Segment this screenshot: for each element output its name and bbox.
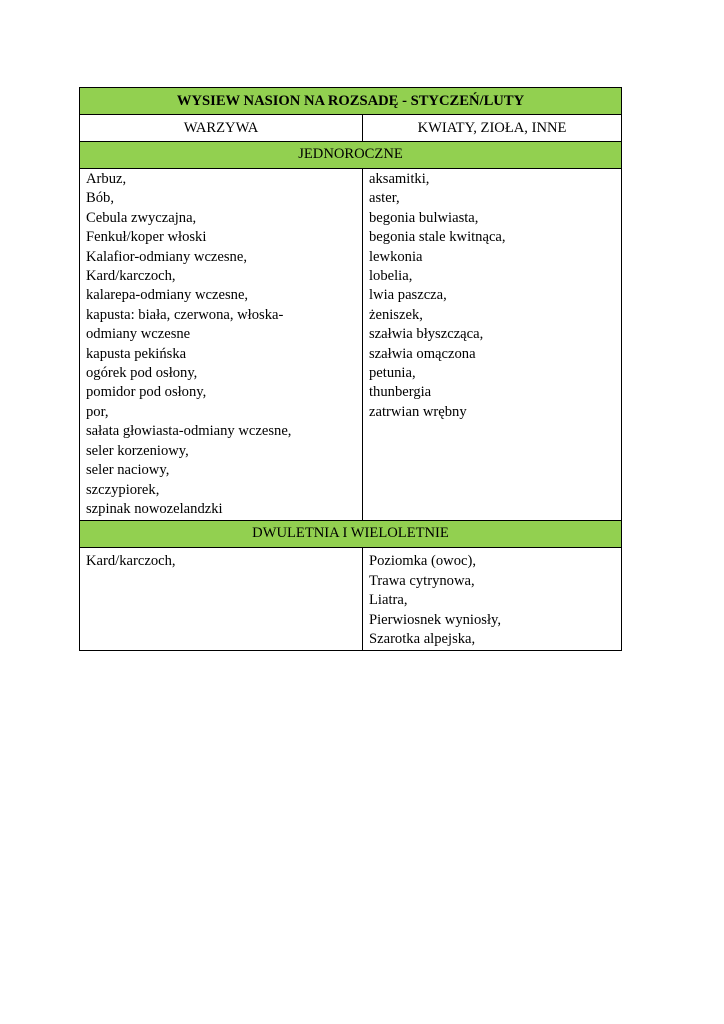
list-item: Poziomka (owoc),	[369, 553, 476, 570]
list-item: aster,	[369, 190, 400, 207]
list-item: szpinak nowozelandzki	[86, 500, 223, 517]
list-item: seler korzeniowy,	[86, 442, 189, 459]
list-item: seler naciowy,	[86, 462, 170, 479]
perennial-flowers-list	[363, 548, 622, 651]
section-content-row	[80, 548, 622, 651]
list-item: zatrwian wrębny	[369, 403, 467, 420]
table-title: WYSIEW NASION NA ROZSADĘ - STYCZEŃ/LUTY	[80, 88, 622, 115]
list-item: begonia bulwiasta,	[369, 209, 479, 226]
section-header-perennial: DWULETNIA I WIELOLETNIE	[80, 521, 622, 548]
annual-flowers-list	[363, 169, 622, 521]
list-item: szczypiorek,	[86, 481, 160, 498]
list-item: aksamitki,	[369, 171, 430, 187]
list-item: Kard/karczoch,	[86, 553, 176, 570]
list-item: Szarotka alpejska,	[369, 630, 476, 647]
list-item: por,	[86, 403, 109, 420]
column-header-flowers-herbs: KWIATY, ZIOŁA, INNE	[363, 115, 622, 142]
section-header-row	[80, 521, 622, 548]
section-header-annual: JEDNOROCZNE	[80, 142, 622, 169]
annual-vegetables-list	[80, 169, 363, 521]
section-header-row	[80, 142, 622, 169]
list-item: lewkonia	[369, 248, 423, 265]
list-item: Kalafior-odmiany wczesne,	[86, 248, 247, 265]
list-item: szałwia omączona	[369, 345, 476, 362]
column-header-row	[80, 115, 622, 142]
sowing-table	[79, 87, 622, 651]
list-item: pomidor pod osłony,	[86, 384, 207, 401]
list-item: szałwia błyszcząca,	[369, 326, 484, 343]
list-item: Kard/karczoch,	[86, 268, 176, 285]
list-item: Pierwiosnek wyniosły,	[369, 611, 502, 628]
list-item: odmiany wczesne	[86, 326, 191, 343]
list-item: Bób,	[86, 190, 114, 207]
list-item: kapusta pekińska	[86, 345, 187, 362]
list-item: Arbuz,	[86, 171, 127, 187]
perennial-vegetables-list	[80, 548, 363, 651]
list-item: ogórek pod osłony,	[86, 365, 198, 382]
list-item: Trawa cytrynowa,	[369, 572, 475, 589]
title-row	[80, 88, 622, 115]
list-item: lobelia,	[369, 268, 413, 285]
list-item: thunbergia	[369, 384, 432, 401]
section-content-row	[80, 169, 622, 521]
list-item: kalarepa-odmiany wczesne,	[86, 287, 249, 304]
list-item: petunia,	[369, 365, 416, 382]
list-item: kapusta: biała, czerwona, włoska-	[86, 306, 284, 323]
list-item: begonia stale kwitnąca,	[369, 229, 506, 246]
list-item: Fenkuł/koper włoski	[86, 229, 207, 246]
column-header-vegetables: WARZYWA	[80, 115, 363, 142]
list-item: Liatra,	[369, 592, 408, 609]
list-item: lwia paszcza,	[369, 287, 447, 304]
list-item: żeniszek,	[369, 306, 423, 323]
list-item: Cebula zwyczajna,	[86, 209, 197, 226]
list-item: sałata głowiasta-odmiany wczesne,	[86, 423, 292, 440]
